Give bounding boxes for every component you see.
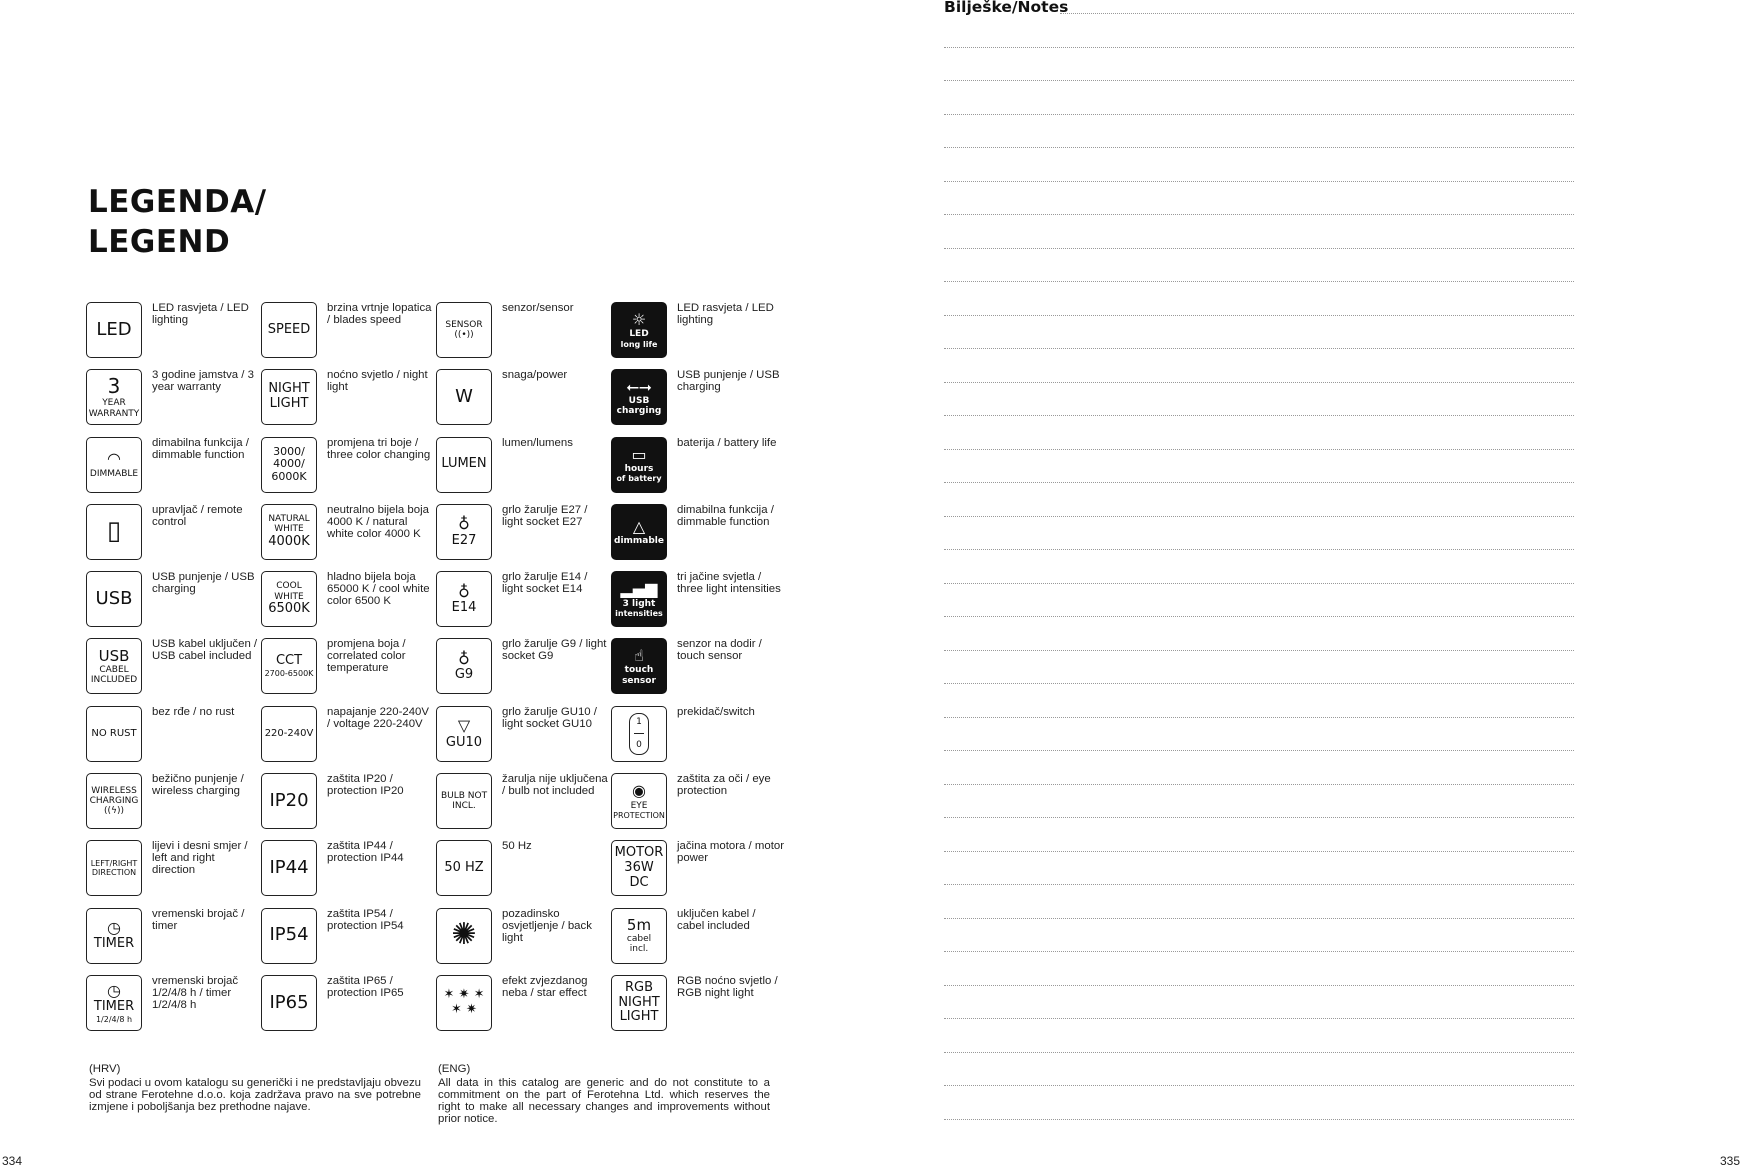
icon-label: of battery bbox=[616, 474, 662, 484]
icon-label: 1 bbox=[636, 716, 642, 727]
note-line bbox=[944, 516, 1574, 517]
legend-item bbox=[611, 504, 786, 571]
icon-label: BULB NOT bbox=[440, 790, 488, 801]
legend-item bbox=[436, 840, 611, 907]
icon-label: touch bbox=[624, 665, 654, 676]
note-line bbox=[944, 315, 1574, 316]
legend-title: LEGENDA/ LEGEND bbox=[88, 184, 267, 260]
icon-label: 220-240V bbox=[264, 728, 314, 740]
note-line bbox=[944, 1085, 1574, 1086]
dimmable-icon bbox=[86, 437, 142, 493]
note-line bbox=[944, 382, 1574, 383]
note-line bbox=[944, 147, 1574, 148]
cool-white-icon bbox=[261, 571, 317, 627]
icon-label: SPEED bbox=[267, 321, 311, 337]
icon-label: NATURAL bbox=[268, 514, 310, 525]
icon-label: ♁ bbox=[458, 648, 470, 668]
legend-description: noćno svjetlo / night light bbox=[327, 369, 428, 394]
legend-description: vremenski brojač 1/2/4/8 h / timer 1/2/4/8 h bbox=[152, 974, 239, 1011]
icon-label: 36W bbox=[624, 859, 654, 875]
legend-item bbox=[611, 638, 786, 705]
icon-label: incl. bbox=[629, 944, 649, 955]
legend-item bbox=[86, 504, 261, 571]
icon-label: ((ϟ)) bbox=[104, 806, 124, 817]
icon-label: DIRECTION bbox=[91, 868, 137, 878]
legend-item bbox=[261, 638, 436, 705]
legend-description: USB punjenje / USB charging bbox=[677, 369, 780, 394]
icon-label: USB bbox=[98, 646, 130, 665]
legend-item bbox=[436, 638, 611, 705]
battery-icon bbox=[611, 437, 667, 493]
legend-description: efekt zvjezdanog neba / star effect bbox=[502, 974, 588, 999]
bulb-not-included-icon bbox=[436, 773, 492, 829]
legend-description: bežično punjenje / wireless charging bbox=[152, 773, 244, 798]
note-line bbox=[944, 80, 1574, 81]
legend-item bbox=[611, 773, 786, 840]
note-line bbox=[944, 683, 1574, 684]
legend-item bbox=[86, 369, 261, 436]
legend-item bbox=[436, 369, 611, 436]
legend-description: zaštita IP54 / protection IP54 bbox=[327, 907, 404, 932]
icon-label: dimmable bbox=[614, 535, 664, 546]
legend-description: vremenski brojač / timer bbox=[152, 907, 245, 932]
legend-item bbox=[261, 975, 436, 1042]
legend-description: žarulja nije uključena / bulb not included bbox=[502, 773, 608, 798]
cct-icon bbox=[261, 638, 317, 694]
legend-item bbox=[261, 571, 436, 638]
icon-label: USB bbox=[95, 587, 133, 609]
notes-title: Bilješke/Notes bbox=[944, 0, 1069, 16]
lumen-icon bbox=[436, 437, 492, 493]
legend-item bbox=[611, 840, 786, 907]
star-effect-icon bbox=[436, 975, 492, 1031]
legend-description: pozadinsko osvjetljenje / back light bbox=[502, 907, 592, 944]
voltage-icon bbox=[261, 706, 317, 762]
legend-description: RGB noćno svjetlo / RGB night light bbox=[677, 974, 778, 999]
icon-label: ▂▄▆ bbox=[620, 579, 658, 599]
icon-label: WIRELESS bbox=[91, 785, 137, 796]
icon-label: ◷ bbox=[107, 918, 121, 937]
icon-label: MOTOR bbox=[614, 844, 664, 860]
icon-label: 3 light bbox=[622, 598, 656, 609]
switch-glyph bbox=[629, 713, 649, 755]
note-line bbox=[944, 851, 1574, 852]
ip44-icon bbox=[261, 840, 317, 896]
legend-item bbox=[261, 773, 436, 840]
usb-cable-icon bbox=[86, 638, 142, 694]
icon-label: NO RUST bbox=[91, 728, 137, 740]
g9-icon bbox=[436, 638, 492, 694]
disclaimer-hr: (HRV) Svi podaci u ovom katalogu su generički i ne predstavljaju obvezu od strane Ferotehne d.o.o. koja zadržava pravo na sve potrebne izmjene i poboljšanja bez prethodne najave. bbox=[89, 1063, 421, 1113]
icon-label: LED bbox=[96, 318, 132, 340]
icon-label: IP44 bbox=[269, 857, 309, 879]
note-line bbox=[944, 583, 1574, 584]
legend-item bbox=[261, 437, 436, 504]
right-page bbox=[870, 0, 1740, 1170]
timer-hours-icon bbox=[86, 975, 142, 1031]
ip20-icon bbox=[261, 773, 317, 829]
legend-description: hladno bijela boja 65000 K / cool white color 6500 K bbox=[327, 571, 430, 608]
icon-label: ▯ bbox=[106, 515, 122, 546]
note-line bbox=[944, 1119, 1574, 1120]
note-line bbox=[944, 1018, 1574, 1019]
legend-item bbox=[611, 706, 786, 773]
icon-label: ✶ ✷ ✶ bbox=[443, 987, 485, 1003]
icon-label: charging bbox=[616, 406, 662, 417]
legend-item bbox=[86, 908, 261, 975]
legend-description: USB punjenje / USB charging bbox=[152, 571, 255, 596]
icon-label: USB bbox=[628, 396, 650, 407]
legend-description: grlo žarulje GU10 / light socket GU10 bbox=[502, 705, 597, 730]
icon-label: hours bbox=[624, 464, 654, 475]
legend-item bbox=[611, 369, 786, 436]
legend-description: grlo žarulje E27 / light socket E27 bbox=[502, 503, 588, 528]
legend-description: zaštita IP44 / protection IP44 bbox=[327, 840, 404, 865]
led-icon bbox=[86, 302, 142, 358]
legend-item bbox=[86, 975, 261, 1042]
note-line bbox=[944, 449, 1574, 450]
icon-label: ⭠⭢ bbox=[626, 376, 652, 396]
legend-description: tri jačine svjetla / three light intensities bbox=[677, 571, 781, 596]
legend-description: baterija / battery life bbox=[677, 436, 777, 449]
legend-description: grlo žarulje E14 / light socket E14 bbox=[502, 571, 588, 596]
legend-item bbox=[436, 437, 611, 504]
legend-item bbox=[436, 706, 611, 773]
icon-label: 4000/ bbox=[273, 457, 305, 471]
ip54-icon bbox=[261, 908, 317, 964]
icon-label: DIMMABLE bbox=[89, 468, 139, 479]
e14-icon bbox=[436, 571, 492, 627]
legend-item bbox=[611, 437, 786, 504]
icon-label: NIGHT bbox=[268, 381, 310, 397]
legend-description: snaga/power bbox=[502, 369, 568, 382]
icon-label: EYE bbox=[630, 800, 648, 811]
icon-label: 2700-6500K bbox=[264, 669, 314, 679]
legend-description: grlo žarulje G9 / light socket G9 bbox=[502, 638, 607, 663]
three-intensities-icon bbox=[611, 571, 667, 627]
icon-label: △ bbox=[632, 516, 646, 536]
icon-label: IP20 bbox=[269, 789, 309, 811]
icon-label: PROTECTION bbox=[613, 810, 665, 820]
note-line bbox=[944, 750, 1574, 751]
icon-label: 50 HZ bbox=[444, 859, 484, 875]
legend-description: lumen/lumens bbox=[502, 436, 573, 449]
legend-grid bbox=[86, 302, 786, 1032]
legend-item bbox=[436, 773, 611, 840]
legend-item bbox=[86, 840, 261, 907]
ip65-icon bbox=[261, 975, 317, 1031]
legend-description: dimabilna funkcija / dimmable function bbox=[677, 503, 774, 528]
note-line bbox=[944, 549, 1574, 550]
legend-item bbox=[261, 369, 436, 436]
legend-item bbox=[86, 437, 261, 504]
icon-label: ☼ bbox=[631, 310, 647, 330]
legend-description: promjena boja / correlated color temperature bbox=[327, 638, 406, 675]
direction-icon bbox=[86, 840, 142, 896]
note-line bbox=[944, 616, 1574, 617]
legend-item bbox=[86, 706, 261, 773]
note-line bbox=[944, 784, 1574, 785]
power-icon bbox=[436, 369, 492, 425]
icon-label: CHARGING bbox=[89, 795, 139, 806]
legend-item bbox=[436, 504, 611, 571]
legend-description: 3 godine jamstva / 3 year warranty bbox=[152, 369, 254, 394]
switch-icon bbox=[611, 706, 667, 762]
page-number: 335 bbox=[1719, 1154, 1740, 1168]
icon-label: sensor bbox=[622, 675, 656, 686]
legend-description: prekidač/switch bbox=[677, 705, 755, 718]
note-line bbox=[944, 650, 1574, 651]
icon-label: IP65 bbox=[269, 991, 309, 1013]
legend-item bbox=[436, 975, 611, 1042]
legend-description: dimabilna funkcija / dimmable function bbox=[152, 436, 249, 461]
icon-label: LEFT/RIGHT bbox=[90, 859, 138, 869]
icon-label: 0 bbox=[636, 740, 642, 751]
note-line bbox=[944, 181, 1574, 182]
legend-description: zaštita IP65 / protection IP65 bbox=[327, 974, 404, 999]
icon-label: E14 bbox=[451, 599, 477, 615]
icon-label: ((•)) bbox=[454, 330, 474, 340]
dimmable-dark-icon bbox=[611, 504, 667, 560]
icon-label: ♁ bbox=[458, 514, 470, 534]
legend-description: brzina vrtnje lopatica / blades speed bbox=[327, 302, 432, 326]
icon-label: LIGHT bbox=[269, 396, 309, 412]
note-line bbox=[944, 415, 1574, 416]
50hz-icon bbox=[436, 840, 492, 896]
icon-label: E27 bbox=[451, 532, 477, 548]
icon-label: 1/2/4/8 h bbox=[95, 1015, 133, 1025]
icon-label: LUMEN bbox=[441, 456, 487, 472]
icon-label: G9 bbox=[454, 667, 474, 683]
legend-item bbox=[261, 504, 436, 571]
e27-icon bbox=[436, 504, 492, 560]
icon-label: ◷ bbox=[107, 980, 121, 1000]
note-line bbox=[944, 951, 1574, 952]
night-light-icon bbox=[261, 369, 317, 425]
icon-label: 6000K bbox=[271, 469, 307, 483]
rgb-night-light-icon bbox=[611, 975, 667, 1031]
icon-label: YEAR bbox=[102, 398, 126, 409]
note-line bbox=[944, 348, 1574, 349]
legend-description: napajanje 220-240V / voltage 220-240V bbox=[327, 705, 429, 730]
note-line bbox=[944, 817, 1574, 818]
disclaimer-en: (ENG) All data in this catalog are generic and do not constitute to a commitment on the part of Ferotehna Ltd. which reserves the right to make all necessary changes and improvements without prior notice. bbox=[438, 1063, 770, 1125]
legend-item bbox=[611, 975, 786, 1042]
icon-label: ♁ bbox=[458, 581, 470, 601]
icon-label: INCLUDED bbox=[90, 675, 138, 686]
note-line bbox=[944, 985, 1574, 986]
note-line bbox=[944, 918, 1574, 919]
legend-description: jačina motora / motor power bbox=[677, 840, 784, 865]
icon-label: GU10 bbox=[445, 734, 483, 750]
legend-item bbox=[436, 302, 611, 369]
icon-label: CCT bbox=[275, 653, 303, 669]
icon-label: RGB bbox=[624, 979, 654, 995]
icon-label: WARRANTY bbox=[88, 408, 140, 419]
icon-label: SENSOR bbox=[445, 319, 483, 330]
cable-5m-icon bbox=[611, 908, 667, 964]
legend-item bbox=[261, 706, 436, 773]
icon-label: WHITE bbox=[274, 591, 304, 602]
no-rust-icon bbox=[86, 706, 142, 762]
icon-label: ▭ bbox=[631, 444, 647, 464]
icon-label: WHITE bbox=[274, 524, 304, 535]
icon-label: LIGHT bbox=[619, 1009, 659, 1025]
icon-label: LED bbox=[629, 329, 649, 340]
icon-label: ✶ ✷ bbox=[451, 1001, 477, 1017]
legend-description: promjena tri boje / three color changing bbox=[327, 436, 431, 461]
legend-item bbox=[611, 908, 786, 975]
legend-description: uključen kabel / cabel included bbox=[677, 907, 756, 932]
icon-label: cabel bbox=[626, 933, 652, 944]
back-light-icon bbox=[436, 908, 492, 964]
led-long-life-icon bbox=[611, 302, 667, 358]
icon-label: TIMER bbox=[93, 999, 135, 1015]
note-line bbox=[944, 47, 1574, 48]
icon-label: IP54 bbox=[269, 924, 309, 946]
legend-description: 50 Hz bbox=[502, 840, 532, 853]
icon-label: COOL bbox=[276, 581, 302, 592]
legend-description: upravljač / remote control bbox=[152, 503, 243, 528]
note-line bbox=[944, 214, 1574, 215]
gu10-icon bbox=[436, 706, 492, 762]
eye-protection-icon bbox=[611, 773, 667, 829]
icon-label: 3000/ bbox=[273, 444, 305, 458]
legend-item bbox=[86, 571, 261, 638]
icon-label: ✺ bbox=[451, 917, 477, 953]
legend-description: senzor/sensor bbox=[502, 302, 574, 314]
note-line bbox=[944, 482, 1574, 483]
legend-description: zaštita IP20 / protection IP20 bbox=[327, 773, 404, 798]
legend-description: senzor na dodir / touch sensor bbox=[677, 638, 762, 663]
legend-description: USB kabel uključen / USB cabel included bbox=[152, 638, 258, 663]
note-line bbox=[1060, 13, 1574, 14]
natural-white-icon bbox=[261, 504, 317, 560]
usb-charging-dark-icon bbox=[611, 369, 667, 425]
icon-label: ◉ bbox=[632, 781, 646, 801]
legend-description: bez rđe / no rust bbox=[152, 705, 235, 718]
note-line bbox=[944, 1052, 1574, 1053]
note-line bbox=[944, 248, 1574, 249]
three-colors-icon bbox=[261, 437, 317, 493]
legend-item bbox=[436, 908, 611, 975]
legend-item bbox=[611, 302, 786, 369]
speed-icon bbox=[261, 302, 317, 358]
legend-description: lijevi i desni smjer / left and right direction bbox=[152, 840, 248, 877]
warranty-icon bbox=[86, 369, 142, 425]
note-line bbox=[944, 884, 1574, 885]
motor-icon bbox=[611, 840, 667, 896]
legend-description: zaštita za oči / eye protection bbox=[677, 773, 771, 798]
icon-label: CABEL bbox=[99, 664, 129, 675]
icon-label: ▽ bbox=[457, 716, 471, 736]
legend-item bbox=[611, 571, 786, 638]
icon-label: NIGHT bbox=[618, 994, 660, 1010]
icon-label: ☝ bbox=[634, 645, 644, 665]
legend-item bbox=[86, 302, 261, 369]
legend-item bbox=[86, 638, 261, 705]
legend-item bbox=[261, 302, 436, 369]
icon-label: ◠ bbox=[107, 449, 121, 469]
page-number: 334 bbox=[2, 1154, 23, 1168]
icon-label: 4000K bbox=[268, 533, 310, 549]
remote-icon bbox=[86, 504, 142, 560]
legend-item bbox=[261, 840, 436, 907]
legend-item bbox=[261, 908, 436, 975]
wireless-charging-icon bbox=[86, 773, 142, 829]
icon-label: 5m bbox=[626, 915, 652, 934]
note-line bbox=[944, 114, 1574, 115]
icon-label: 6500K bbox=[268, 601, 310, 617]
icon-label: TIMER bbox=[93, 936, 135, 952]
legend-description: LED rasvjeta / LED lighting bbox=[152, 302, 249, 326]
note-line bbox=[944, 717, 1574, 718]
icon-label: INCL. bbox=[452, 801, 476, 812]
icon-label: DC bbox=[629, 874, 649, 890]
timer-icon bbox=[86, 908, 142, 964]
legend-description: neutralno bijela boja 4000 K / natural white color 4000 K bbox=[327, 503, 429, 540]
icon-label: W bbox=[455, 385, 473, 407]
icon-label: 3 bbox=[107, 374, 121, 399]
usb-icon bbox=[86, 571, 142, 627]
icon-label: long life bbox=[620, 339, 658, 349]
legend-description: LED rasvjeta / LED lighting bbox=[677, 302, 774, 326]
note-line bbox=[944, 281, 1574, 282]
legend-item bbox=[86, 773, 261, 840]
icon-label: intensities bbox=[615, 608, 663, 618]
touch-sensor-icon bbox=[611, 638, 667, 694]
legend-item bbox=[436, 571, 611, 638]
sensor-icon bbox=[436, 302, 492, 358]
